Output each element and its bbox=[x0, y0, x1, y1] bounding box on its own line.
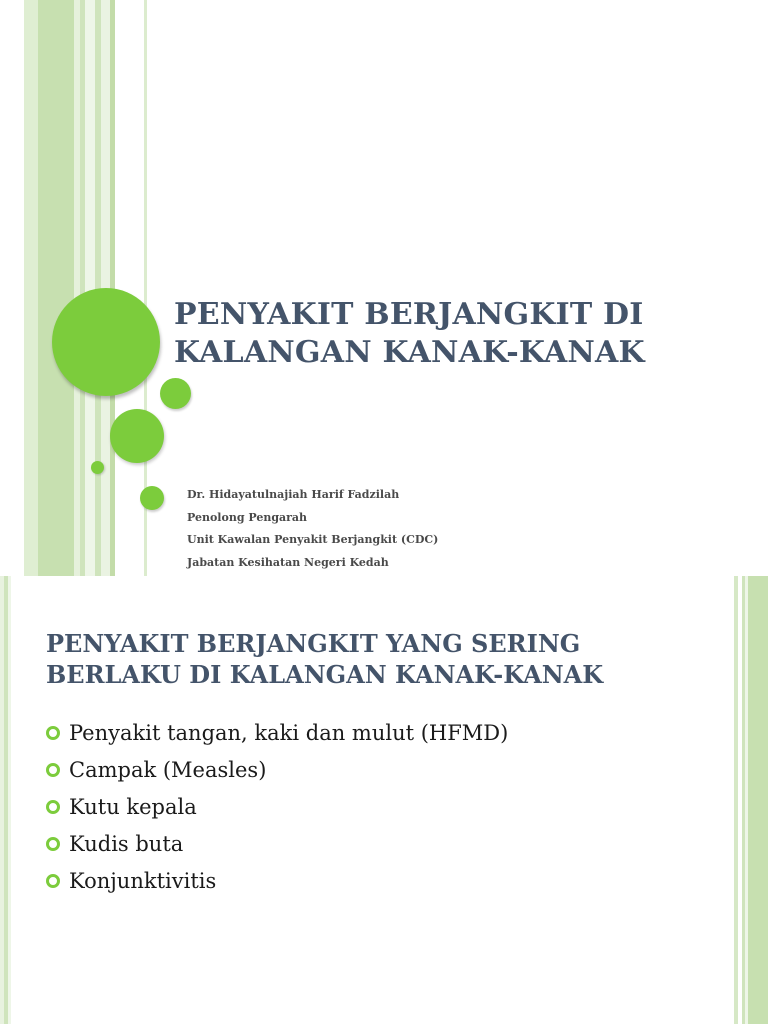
bullet-circle-icon bbox=[46, 874, 60, 888]
bullet-circle-icon bbox=[46, 726, 60, 740]
author-department: Jabatan Kesihatan Negeri Kedah bbox=[187, 555, 389, 569]
author-unit: Unit Kawalan Penyakit Berjangkit (CDC) bbox=[187, 533, 439, 546]
list-item bbox=[46, 714, 706, 751]
slide-1-subtitle bbox=[187, 484, 747, 574]
decorative-stripe bbox=[8, 576, 11, 1024]
list-item bbox=[46, 862, 706, 899]
decorative-stripe bbox=[24, 0, 38, 576]
author-name: Dr. Hidayatulnajiah Harif Fadzilah bbox=[187, 488, 400, 501]
bullet-circle-icon bbox=[46, 763, 60, 777]
decorative-circle-tiny bbox=[91, 461, 104, 474]
bullet-circle-icon bbox=[46, 837, 60, 851]
decorative-stripe bbox=[0, 0, 24, 576]
list-item-text: Campak (Measles) bbox=[69, 757, 267, 782]
list-item-text: Konjunktivitis bbox=[69, 868, 217, 893]
list-item bbox=[46, 788, 706, 825]
decorative-stripe bbox=[115, 0, 144, 576]
list-item bbox=[46, 825, 706, 862]
decorative-circle-small bbox=[140, 486, 164, 510]
decorative-circle-large bbox=[52, 288, 160, 396]
slide-2-title-line-2: BERLAKU DI KALANGAN KANAK-KANAK bbox=[46, 660, 604, 689]
bullet-circle-icon bbox=[46, 800, 60, 814]
slide-2-title bbox=[46, 628, 726, 690]
decorative-stripe bbox=[38, 0, 74, 576]
author-position: Penolong Pengarah bbox=[187, 510, 308, 524]
disease-list bbox=[46, 714, 706, 899]
decorative-stripe bbox=[85, 0, 95, 576]
list-item-text: Penyakit tangan, kaki dan mulut (HFMD) bbox=[69, 720, 509, 745]
slide-2-title-line-1: PENYAKIT BERJANGKIT YANG SERING bbox=[46, 629, 581, 658]
decorative-stripe bbox=[748, 576, 768, 1024]
slide-2 bbox=[0, 576, 768, 1024]
slide-1-title bbox=[174, 296, 754, 372]
list-item-text: Kudis buta bbox=[69, 831, 184, 856]
slide-1-title-line-2: KALANGAN KANAK-KANAK bbox=[174, 335, 645, 370]
list-item bbox=[46, 751, 706, 788]
decorative-circle-small bbox=[160, 378, 191, 409]
decorative-circle-medium bbox=[110, 409, 164, 463]
list-item-text: Kutu kepala bbox=[69, 794, 197, 819]
slide-1-title-line-1: PENYAKIT BERJANGKIT DI bbox=[174, 297, 644, 332]
